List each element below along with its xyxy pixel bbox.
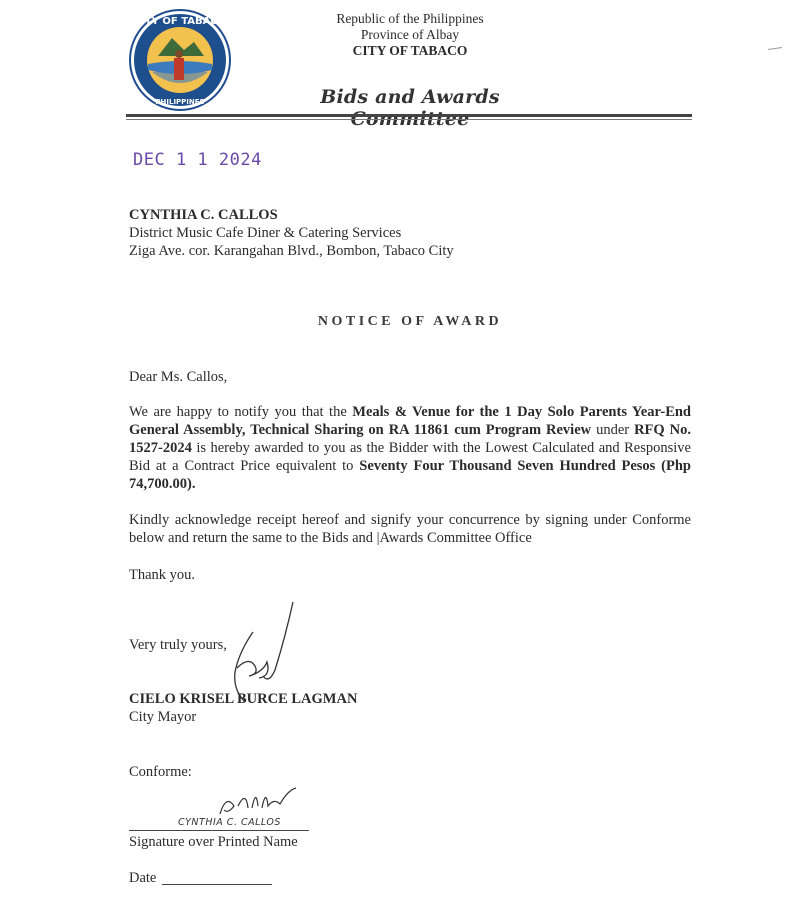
salutation: Dear Ms. Callos, bbox=[129, 369, 228, 385]
closing: Very truly yours, bbox=[129, 637, 227, 653]
signatory-title: City Mayor bbox=[129, 709, 197, 725]
recipient-address: Ziga Ave. cor. Karangahan Blvd., Bombon, Tabaco City bbox=[129, 243, 454, 259]
date-stamp: DEC 1 1 2024 bbox=[133, 150, 262, 170]
seal-bottom-text: PHILIPPINES bbox=[155, 98, 205, 106]
handwritten-printed-name: CYNTHIA C. CALLOS bbox=[178, 817, 281, 828]
date-line[interactable] bbox=[162, 884, 272, 885]
recipient-business: District Music Cafe Diner & Catering Services bbox=[129, 225, 402, 241]
recipient-name: CYNTHIA C. CALLOS bbox=[129, 207, 278, 223]
thank-you: Thank you. bbox=[129, 567, 196, 583]
city-line: CITY OF TABACO bbox=[352, 43, 468, 58]
signatory-name: CIELO KRISEL BURCE LAGMAN bbox=[129, 691, 358, 707]
signature-line bbox=[129, 830, 309, 831]
document-title: NOTICE OF AWARD bbox=[317, 314, 503, 329]
signature-caption: Signature over Printed Name bbox=[129, 834, 298, 850]
province-line: Province of Albay bbox=[360, 27, 460, 42]
header-rule-thin bbox=[126, 119, 692, 120]
date-label: Date bbox=[129, 870, 157, 886]
committee-heading: Bids and Awards bbox=[320, 86, 500, 108]
seal-top-text: CITY OF TABACO bbox=[133, 16, 227, 27]
republic-line: Republic of the Philippines bbox=[336, 11, 484, 26]
award-paragraph: We are happy to notify you that the Meals & Venue for the 1 Day Solo Parents Year-End General Assembly, Technical Sharing on RA 11861 cum Program Review under RFQ No. 1527-2024 is hereby awarded to you as the Bidder with the Lowest Calculated and Responsive Bid at a Contract Price equivalent to Seventy Four Thousand Seven Hundred Pesos (Php 74,700.00). bbox=[129, 404, 692, 492]
city-seal-logo bbox=[128, 8, 232, 112]
margin-mark bbox=[768, 47, 782, 50]
conforme-label: Conforme: bbox=[129, 764, 192, 780]
header-rule bbox=[126, 114, 692, 117]
acknowledge-paragraph: Kindly acknowledge receipt hereof and signify your concurrence by signing under Conforme below and return the same to the Bids and |Awards Committee Office bbox=[129, 512, 691, 546]
